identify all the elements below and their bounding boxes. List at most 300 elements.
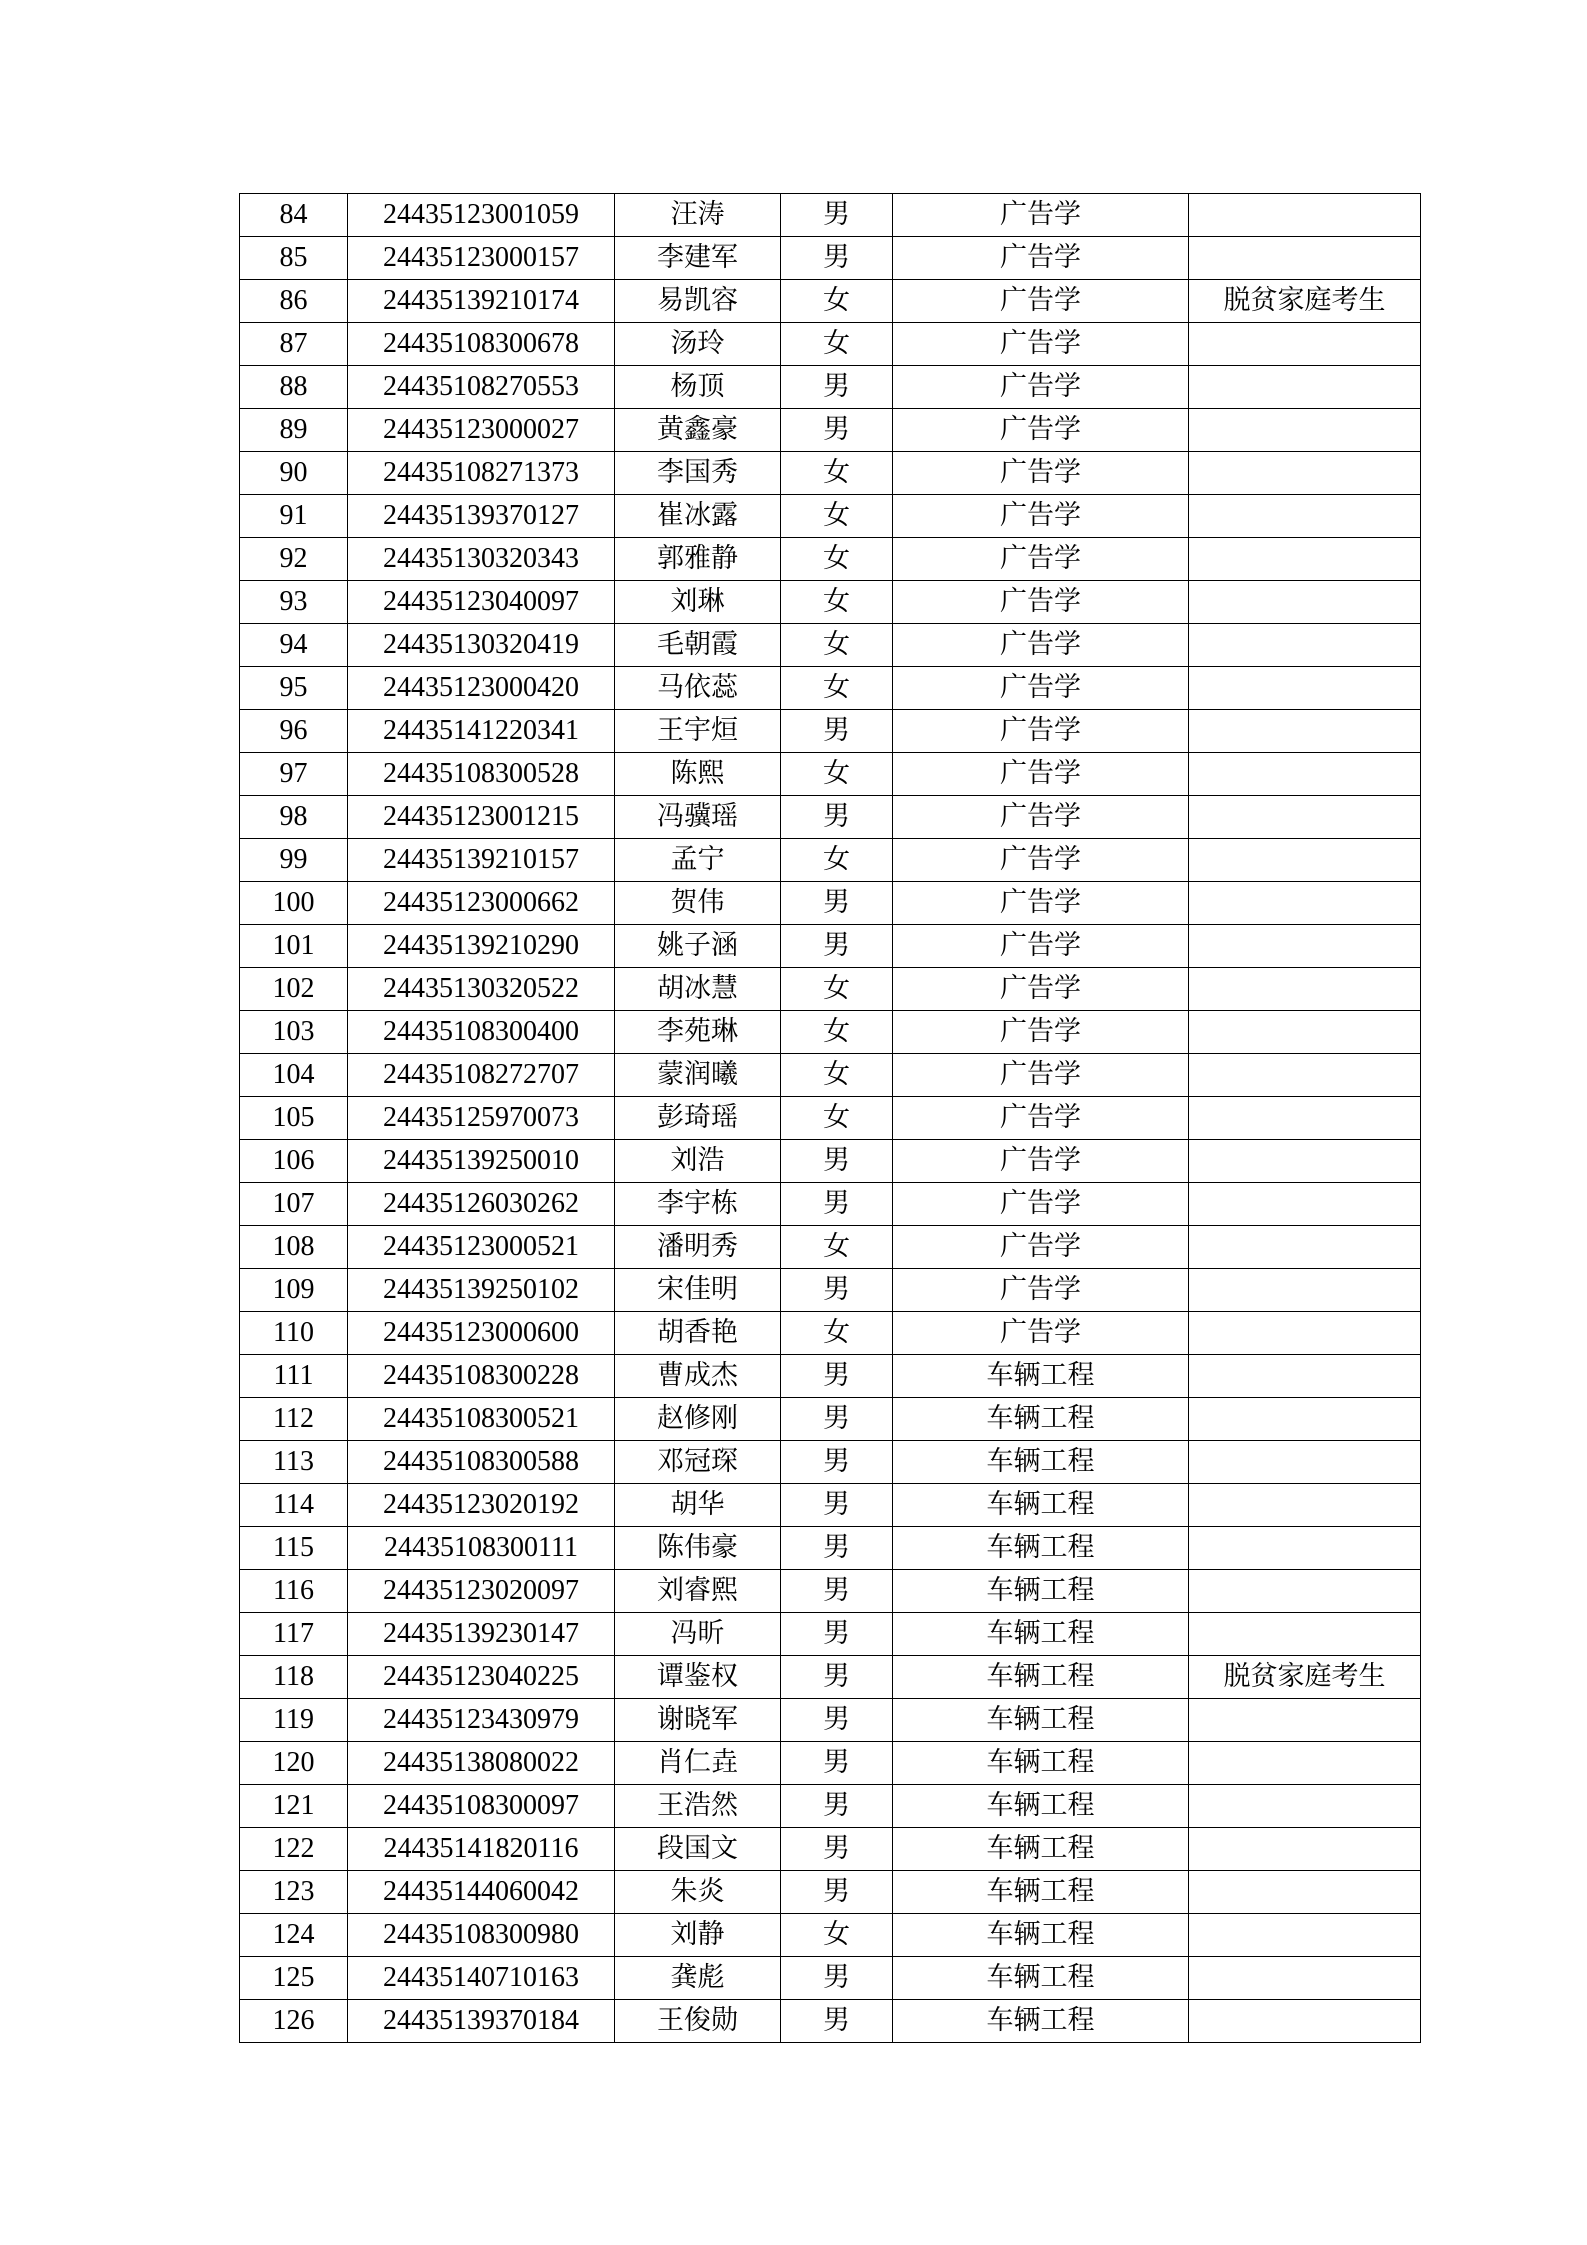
- row-number-cell: 94: [240, 624, 348, 667]
- name-cell: 王浩然: [615, 1785, 781, 1828]
- table-row: [240, 280, 1421, 323]
- table-row: [240, 1054, 1421, 1097]
- row-number-cell: 121: [240, 1785, 348, 1828]
- row-number-cell: 108: [240, 1226, 348, 1269]
- major-cell: 车辆工程: [893, 1656, 1189, 1699]
- table-row: [240, 2000, 1421, 2043]
- gender-cell: 女: [781, 667, 893, 710]
- remark-cell: [1189, 925, 1421, 968]
- gender-cell: 女: [781, 1054, 893, 1097]
- gender-cell: 男: [781, 1140, 893, 1183]
- gender-cell: 男: [781, 237, 893, 280]
- row-number-cell: 96: [240, 710, 348, 753]
- table-row: [240, 495, 1421, 538]
- major-cell: 广告学: [893, 753, 1189, 796]
- gender-cell: 女: [781, 452, 893, 495]
- row-number-cell: 88: [240, 366, 348, 409]
- row-number-cell: 100: [240, 882, 348, 925]
- candidate-id-cell: 24435108271373: [348, 452, 615, 495]
- row-number-cell: 95: [240, 667, 348, 710]
- major-cell: 车辆工程: [893, 1699, 1189, 1742]
- table-row: [240, 1570, 1421, 1613]
- major-cell: 广告学: [893, 581, 1189, 624]
- gender-cell: 男: [781, 1785, 893, 1828]
- remark-cell: [1189, 1871, 1421, 1914]
- candidate-id-cell: 24435108272707: [348, 1054, 615, 1097]
- gender-cell: 女: [781, 1097, 893, 1140]
- major-cell: 广告学: [893, 1269, 1189, 1312]
- gender-cell: 男: [781, 1355, 893, 1398]
- name-cell: 刘浩: [615, 1140, 781, 1183]
- major-cell: 车辆工程: [893, 1484, 1189, 1527]
- major-cell: 广告学: [893, 1183, 1189, 1226]
- remark-cell: [1189, 323, 1421, 366]
- remark-cell: [1189, 1097, 1421, 1140]
- table-row: [240, 1656, 1421, 1699]
- name-cell: 王宇烜: [615, 710, 781, 753]
- table-row: [240, 1957, 1421, 2000]
- row-number-cell: 117: [240, 1613, 348, 1656]
- candidate-id-cell: 24435108300521: [348, 1398, 615, 1441]
- remark-cell: [1189, 409, 1421, 452]
- row-number-cell: 89: [240, 409, 348, 452]
- gender-cell: 男: [781, 366, 893, 409]
- table-row: [240, 925, 1421, 968]
- table-row: [240, 1011, 1421, 1054]
- name-cell: 陈伟豪: [615, 1527, 781, 1570]
- major-cell: 广告学: [893, 839, 1189, 882]
- name-cell: 刘睿熙: [615, 1570, 781, 1613]
- gender-cell: 男: [781, 1570, 893, 1613]
- major-cell: 车辆工程: [893, 1527, 1189, 1570]
- row-number-cell: 122: [240, 1828, 348, 1871]
- gender-cell: 男: [781, 1699, 893, 1742]
- remark-cell: [1189, 624, 1421, 667]
- remark-cell: [1189, 839, 1421, 882]
- remark-cell: [1189, 2000, 1421, 2043]
- name-cell: 刘琳: [615, 581, 781, 624]
- remark-cell: [1189, 882, 1421, 925]
- remark-cell: [1189, 495, 1421, 538]
- name-cell: 潘明秀: [615, 1226, 781, 1269]
- table-row: [240, 1226, 1421, 1269]
- gender-cell: 男: [781, 194, 893, 237]
- name-cell: 李国秀: [615, 452, 781, 495]
- candidate-id-cell: 24435108300980: [348, 1914, 615, 1957]
- name-cell: 胡香艳: [615, 1312, 781, 1355]
- name-cell: 曹成杰: [615, 1355, 781, 1398]
- major-cell: 车辆工程: [893, 1441, 1189, 1484]
- row-number-cell: 106: [240, 1140, 348, 1183]
- table-row: [240, 624, 1421, 667]
- remark-cell: [1189, 366, 1421, 409]
- candidate-id-cell: 24435123000600: [348, 1312, 615, 1355]
- gender-cell: 女: [781, 280, 893, 323]
- major-cell: 广告学: [893, 280, 1189, 323]
- remark-cell: [1189, 968, 1421, 1011]
- remark-cell: [1189, 1312, 1421, 1355]
- candidate-id-cell: 24435123001215: [348, 796, 615, 839]
- remark-cell: [1189, 1613, 1421, 1656]
- gender-cell: 男: [781, 2000, 893, 2043]
- remark-cell: [1189, 1699, 1421, 1742]
- name-cell: 马依蕊: [615, 667, 781, 710]
- table-row: [240, 1742, 1421, 1785]
- major-cell: 车辆工程: [893, 1828, 1189, 1871]
- row-number-cell: 104: [240, 1054, 348, 1097]
- gender-cell: 男: [781, 409, 893, 452]
- gender-cell: 男: [781, 1656, 893, 1699]
- row-number-cell: 98: [240, 796, 348, 839]
- name-cell: 谭鉴权: [615, 1656, 781, 1699]
- major-cell: 车辆工程: [893, 2000, 1189, 2043]
- major-cell: 广告学: [893, 968, 1189, 1011]
- name-cell: 肖仁垚: [615, 1742, 781, 1785]
- name-cell: 赵修刚: [615, 1398, 781, 1441]
- table-row: [240, 1914, 1421, 1957]
- name-cell: 冯骥瑶: [615, 796, 781, 839]
- table-row: [240, 1613, 1421, 1656]
- row-number-cell: 113: [240, 1441, 348, 1484]
- gender-cell: 男: [781, 1183, 893, 1226]
- gender-cell: 男: [781, 710, 893, 753]
- major-cell: 广告学: [893, 1140, 1189, 1183]
- candidate-id-cell: 24435123040097: [348, 581, 615, 624]
- remark-cell: [1189, 1828, 1421, 1871]
- name-cell: 宋佳明: [615, 1269, 781, 1312]
- name-cell: 李苑琳: [615, 1011, 781, 1054]
- name-cell: 刘静: [615, 1914, 781, 1957]
- table-row: [240, 1871, 1421, 1914]
- major-cell: 广告学: [893, 366, 1189, 409]
- candidate-id-cell: 24435123000157: [348, 237, 615, 280]
- row-number-cell: 116: [240, 1570, 348, 1613]
- remark-cell: 脱贫家庭考生: [1189, 1656, 1421, 1699]
- remark-cell: [1189, 667, 1421, 710]
- gender-cell: 女: [781, 538, 893, 581]
- remark-cell: [1189, 581, 1421, 624]
- remark-cell: [1189, 1226, 1421, 1269]
- candidate-id-cell: 24435139230147: [348, 1613, 615, 1656]
- row-number-cell: 86: [240, 280, 348, 323]
- name-cell: 王俊勋: [615, 2000, 781, 2043]
- gender-cell: 男: [781, 925, 893, 968]
- row-number-cell: 105: [240, 1097, 348, 1140]
- major-cell: 广告学: [893, 667, 1189, 710]
- major-cell: 车辆工程: [893, 1914, 1189, 1957]
- row-number-cell: 112: [240, 1398, 348, 1441]
- major-cell: 车辆工程: [893, 1871, 1189, 1914]
- candidate-id-cell: 24435139370127: [348, 495, 615, 538]
- candidate-id-cell: 24435139370184: [348, 2000, 615, 2043]
- remark-cell: [1189, 1269, 1421, 1312]
- remark-cell: [1189, 194, 1421, 237]
- row-number-cell: 84: [240, 194, 348, 237]
- name-cell: 汤玲: [615, 323, 781, 366]
- candidate-id-cell: 24435108270553: [348, 366, 615, 409]
- major-cell: 广告学: [893, 1097, 1189, 1140]
- table-row: [240, 1355, 1421, 1398]
- candidate-id-cell: 24435123000521: [348, 1226, 615, 1269]
- table-row: [240, 1140, 1421, 1183]
- row-number-cell: 97: [240, 753, 348, 796]
- table-row: [240, 581, 1421, 624]
- name-cell: 李建军: [615, 237, 781, 280]
- table-row: [240, 710, 1421, 753]
- gender-cell: 女: [781, 1312, 893, 1355]
- roster-body: [240, 194, 1421, 2043]
- row-number-cell: 99: [240, 839, 348, 882]
- row-number-cell: 87: [240, 323, 348, 366]
- major-cell: 广告学: [893, 409, 1189, 452]
- name-cell: 孟宁: [615, 839, 781, 882]
- name-cell: 贺伟: [615, 882, 781, 925]
- candidate-id-cell: 24435123020192: [348, 1484, 615, 1527]
- gender-cell: 男: [781, 1398, 893, 1441]
- major-cell: 车辆工程: [893, 1742, 1189, 1785]
- row-number-cell: 91: [240, 495, 348, 538]
- major-cell: 广告学: [893, 796, 1189, 839]
- row-number-cell: 92: [240, 538, 348, 581]
- gender-cell: 男: [781, 1613, 893, 1656]
- table-row: [240, 1183, 1421, 1226]
- table-row: [240, 1699, 1421, 1742]
- gender-cell: 男: [781, 1484, 893, 1527]
- major-cell: 广告学: [893, 624, 1189, 667]
- name-cell: 毛朝霞: [615, 624, 781, 667]
- major-cell: 车辆工程: [893, 1785, 1189, 1828]
- candidate-id-cell: 24435108300678: [348, 323, 615, 366]
- candidate-id-cell: 24435130320522: [348, 968, 615, 1011]
- name-cell: 姚子涵: [615, 925, 781, 968]
- gender-cell: 女: [781, 581, 893, 624]
- candidate-id-cell: 24435130320343: [348, 538, 615, 581]
- major-cell: 车辆工程: [893, 1398, 1189, 1441]
- remark-cell: [1189, 1785, 1421, 1828]
- name-cell: 黄鑫豪: [615, 409, 781, 452]
- candidate-id-cell: 24435141820116: [348, 1828, 615, 1871]
- remark-cell: [1189, 1183, 1421, 1226]
- candidate-id-cell: 24435139250010: [348, 1140, 615, 1183]
- name-cell: 汪涛: [615, 194, 781, 237]
- major-cell: 车辆工程: [893, 1570, 1189, 1613]
- gender-cell: 男: [781, 1441, 893, 1484]
- row-number-cell: 124: [240, 1914, 348, 1957]
- table-row: [240, 452, 1421, 495]
- table-row: [240, 839, 1421, 882]
- table-row: [240, 882, 1421, 925]
- table-row: [240, 1527, 1421, 1570]
- name-cell: 蒙润曦: [615, 1054, 781, 1097]
- candidate-id-cell: 24435108300097: [348, 1785, 615, 1828]
- name-cell: 陈熙: [615, 753, 781, 796]
- major-cell: 车辆工程: [893, 1957, 1189, 2000]
- major-cell: 广告学: [893, 1011, 1189, 1054]
- table-row: [240, 1441, 1421, 1484]
- remark-cell: [1189, 1140, 1421, 1183]
- candidate-id-cell: 24435144060042: [348, 1871, 615, 1914]
- row-number-cell: 93: [240, 581, 348, 624]
- row-number-cell: 85: [240, 237, 348, 280]
- row-number-cell: 115: [240, 1527, 348, 1570]
- major-cell: 广告学: [893, 237, 1189, 280]
- candidate-id-cell: 24435108300400: [348, 1011, 615, 1054]
- name-cell: 胡华: [615, 1484, 781, 1527]
- row-number-cell: 110: [240, 1312, 348, 1355]
- major-cell: 广告学: [893, 925, 1189, 968]
- name-cell: 崔冰露: [615, 495, 781, 538]
- remark-cell: [1189, 1742, 1421, 1785]
- major-cell: 车辆工程: [893, 1355, 1189, 1398]
- row-number-cell: 118: [240, 1656, 348, 1699]
- table-row: [240, 323, 1421, 366]
- gender-cell: 男: [781, 796, 893, 839]
- major-cell: 广告学: [893, 1226, 1189, 1269]
- candidate-id-cell: 24435138080022: [348, 1742, 615, 1785]
- name-cell: 郭雅静: [615, 538, 781, 581]
- remark-cell: [1189, 1054, 1421, 1097]
- candidate-id-cell: 24435130320419: [348, 624, 615, 667]
- table-row: [240, 667, 1421, 710]
- remark-cell: [1189, 452, 1421, 495]
- candidate-id-cell: 24435123000420: [348, 667, 615, 710]
- table-row: [240, 753, 1421, 796]
- roster-table: [239, 193, 1421, 2043]
- candidate-id-cell: 24435123001059: [348, 194, 615, 237]
- row-number-cell: 107: [240, 1183, 348, 1226]
- major-cell: 广告学: [893, 452, 1189, 495]
- candidate-id-cell: 24435126030262: [348, 1183, 615, 1226]
- major-cell: 广告学: [893, 1312, 1189, 1355]
- candidate-id-cell: 24435108300528: [348, 753, 615, 796]
- name-cell: 段国文: [615, 1828, 781, 1871]
- major-cell: 广告学: [893, 710, 1189, 753]
- remark-cell: [1189, 1398, 1421, 1441]
- candidate-id-cell: 24435139210174: [348, 280, 615, 323]
- row-number-cell: 90: [240, 452, 348, 495]
- row-number-cell: 125: [240, 1957, 348, 2000]
- gender-cell: 女: [781, 753, 893, 796]
- candidate-id-cell: 24435108300228: [348, 1355, 615, 1398]
- row-number-cell: 114: [240, 1484, 348, 1527]
- candidate-id-cell: 24435139250102: [348, 1269, 615, 1312]
- candidate-id-cell: 24435123040225: [348, 1656, 615, 1699]
- remark-cell: [1189, 710, 1421, 753]
- candidate-id-cell: 24435123020097: [348, 1570, 615, 1613]
- remark-cell: [1189, 1914, 1421, 1957]
- table-row: [240, 194, 1421, 237]
- name-cell: 杨顶: [615, 366, 781, 409]
- remark-cell: [1189, 796, 1421, 839]
- major-cell: 广告学: [893, 323, 1189, 366]
- gender-cell: 男: [781, 882, 893, 925]
- name-cell: 冯昕: [615, 1613, 781, 1656]
- row-number-cell: 123: [240, 1871, 348, 1914]
- table-row: [240, 796, 1421, 839]
- candidate-id-cell: 24435125970073: [348, 1097, 615, 1140]
- remark-cell: [1189, 1355, 1421, 1398]
- remark-cell: [1189, 237, 1421, 280]
- table-row: [240, 237, 1421, 280]
- remark-cell: [1189, 1484, 1421, 1527]
- remark-cell: [1189, 1570, 1421, 1613]
- remark-cell: [1189, 1011, 1421, 1054]
- table-row: [240, 1398, 1421, 1441]
- candidate-id-cell: 24435123000662: [348, 882, 615, 925]
- remark-cell: 脱贫家庭考生: [1189, 280, 1421, 323]
- name-cell: 谢晓军: [615, 1699, 781, 1742]
- name-cell: 李宇栋: [615, 1183, 781, 1226]
- remark-cell: [1189, 1527, 1421, 1570]
- row-number-cell: 102: [240, 968, 348, 1011]
- row-number-cell: 111: [240, 1355, 348, 1398]
- major-cell: 广告学: [893, 538, 1189, 581]
- candidate-id-cell: 24435108300111: [348, 1527, 615, 1570]
- major-cell: 车辆工程: [893, 1613, 1189, 1656]
- remark-cell: [1189, 753, 1421, 796]
- name-cell: 彭琦瑶: [615, 1097, 781, 1140]
- remark-cell: [1189, 1441, 1421, 1484]
- table-row: [240, 1484, 1421, 1527]
- table-row: [240, 1269, 1421, 1312]
- candidate-id-cell: 24435123430979: [348, 1699, 615, 1742]
- name-cell: 朱炎: [615, 1871, 781, 1914]
- row-number-cell: 126: [240, 2000, 348, 2043]
- name-cell: 易凯容: [615, 280, 781, 323]
- gender-cell: 女: [781, 1226, 893, 1269]
- name-cell: 邓冠琛: [615, 1441, 781, 1484]
- gender-cell: 女: [781, 323, 893, 366]
- row-number-cell: 120: [240, 1742, 348, 1785]
- candidate-id-cell: 24435123000027: [348, 409, 615, 452]
- candidate-id-cell: 24435139210290: [348, 925, 615, 968]
- gender-cell: 女: [781, 495, 893, 538]
- gender-cell: 男: [781, 1742, 893, 1785]
- gender-cell: 女: [781, 1011, 893, 1054]
- major-cell: 广告学: [893, 882, 1189, 925]
- gender-cell: 女: [781, 839, 893, 882]
- gender-cell: 男: [781, 1871, 893, 1914]
- table-row: [240, 409, 1421, 452]
- major-cell: 广告学: [893, 1054, 1189, 1097]
- gender-cell: 男: [781, 1957, 893, 2000]
- row-number-cell: 103: [240, 1011, 348, 1054]
- gender-cell: 男: [781, 1828, 893, 1871]
- table-row: [240, 1828, 1421, 1871]
- remark-cell: [1189, 538, 1421, 581]
- table-row: [240, 538, 1421, 581]
- name-cell: 胡冰慧: [615, 968, 781, 1011]
- gender-cell: 男: [781, 1269, 893, 1312]
- major-cell: 广告学: [893, 194, 1189, 237]
- gender-cell: 女: [781, 1914, 893, 1957]
- table-row: [240, 968, 1421, 1011]
- table-row: [240, 1312, 1421, 1355]
- row-number-cell: 101: [240, 925, 348, 968]
- candidate-id-cell: 24435140710163: [348, 1957, 615, 2000]
- gender-cell: 女: [781, 624, 893, 667]
- gender-cell: 女: [781, 968, 893, 1011]
- major-cell: 广告学: [893, 495, 1189, 538]
- table-row: [240, 1097, 1421, 1140]
- remark-cell: [1189, 1957, 1421, 2000]
- gender-cell: 男: [781, 1527, 893, 1570]
- candidate-id-cell: 24435139210157: [348, 839, 615, 882]
- name-cell: 龚彪: [615, 1957, 781, 2000]
- table-row: [240, 1785, 1421, 1828]
- table-row: [240, 366, 1421, 409]
- row-number-cell: 109: [240, 1269, 348, 1312]
